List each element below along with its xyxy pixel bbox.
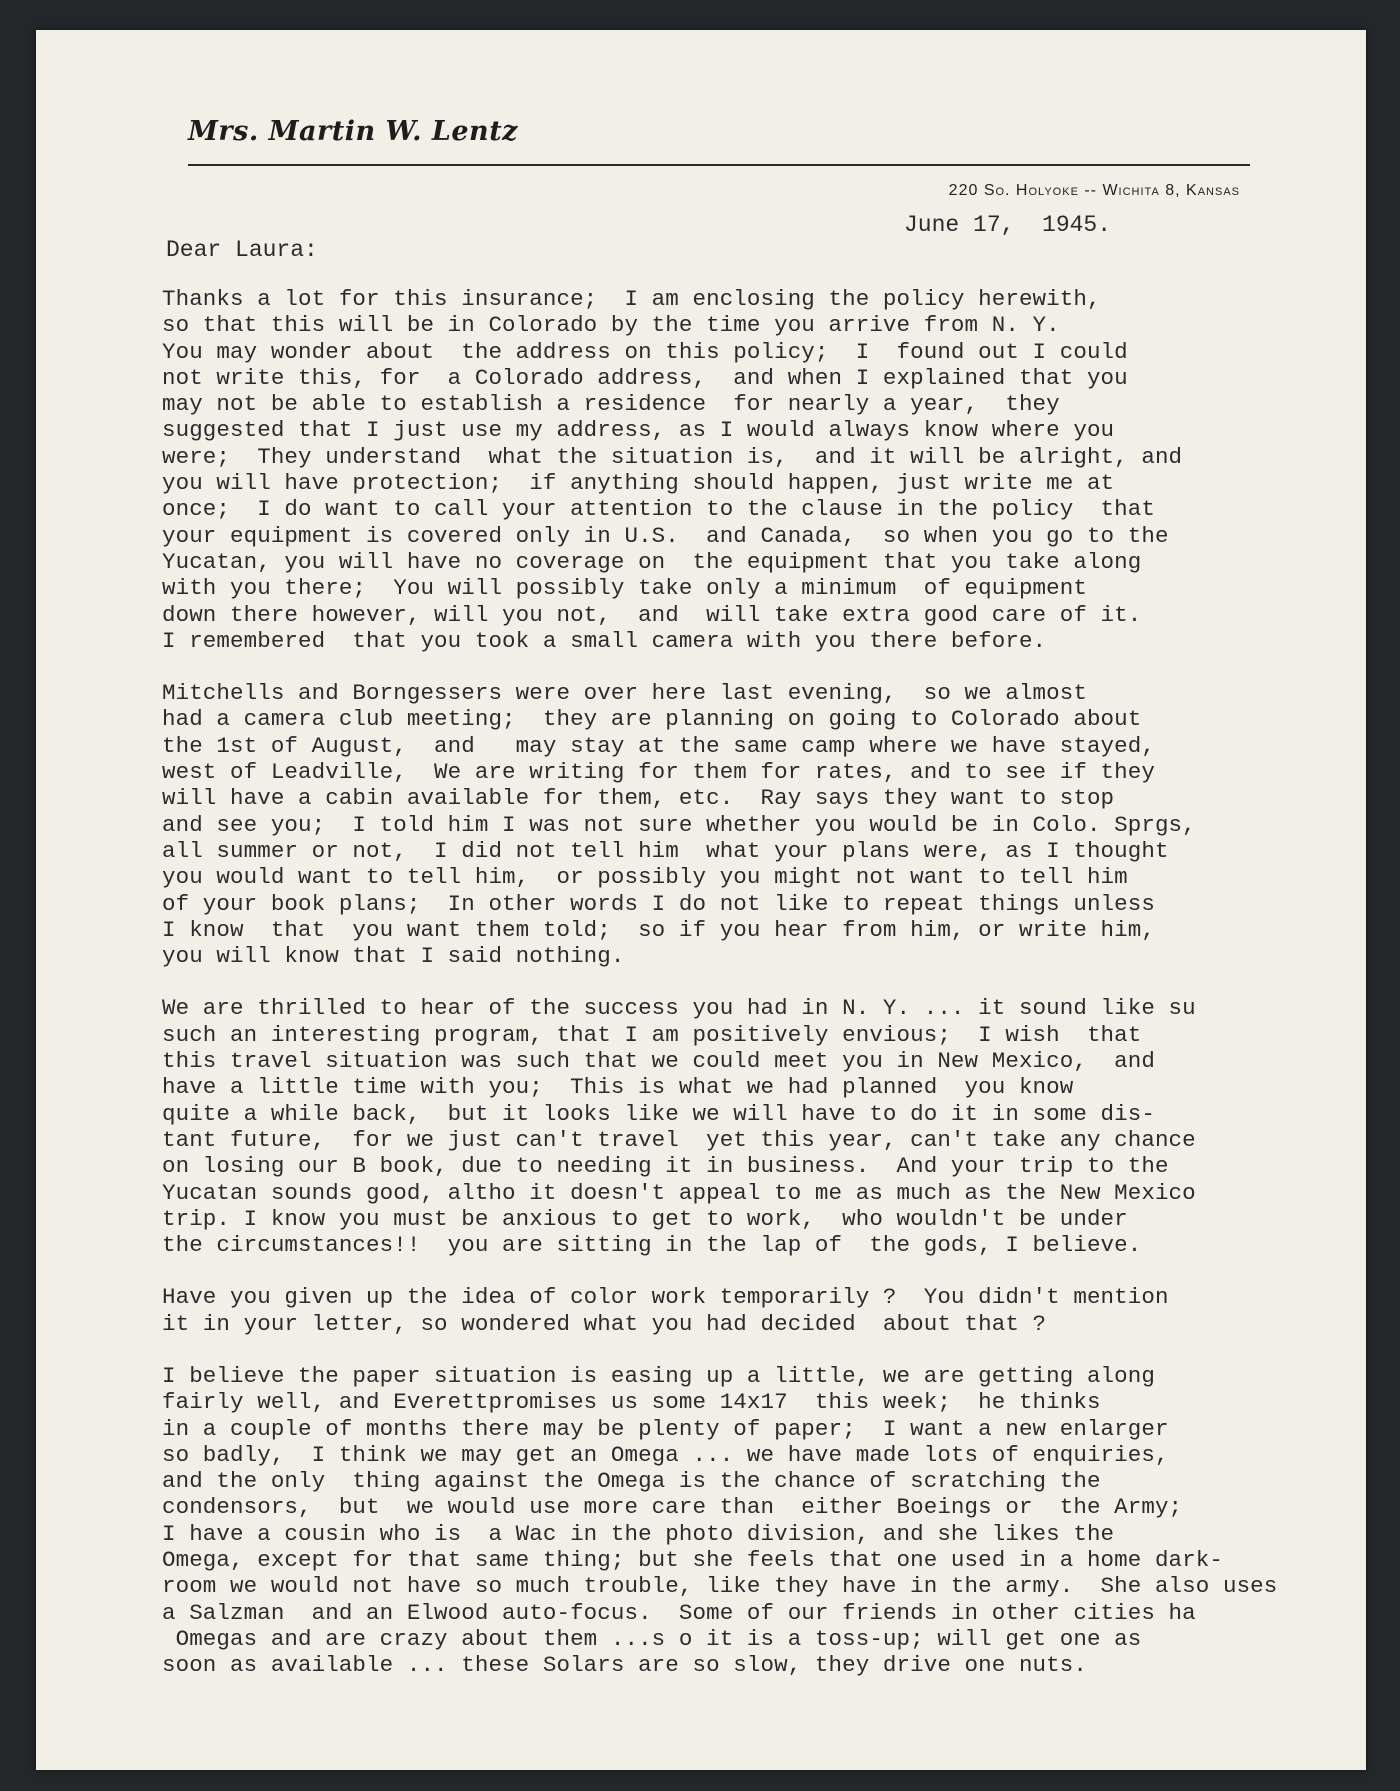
letter-line: such an interesting program, that I am positively envious; I wish that [162,1021,1142,1048]
letterhead-name: Mrs. Martin W. Lentz [188,116,518,147]
letter-line: suggested that I just use my address, as I would always know where you [162,417,1115,444]
letter-line: tant future, for we just can't travel yet this year, can't take any chance [162,1126,1196,1153]
letter-line: with you there; You will possibly take only a minimum of equipment [162,575,1087,602]
letter-line: Yucatan sounds good, altho it doesn't appeal to me as much as the New Mexico [162,1179,1196,1206]
letter-line: You may wonder about the address on this policy; I found out I could [162,338,1128,365]
letter-line: soon as available ... these Solars are so slow, they drive one nuts. [162,1652,1087,1679]
letter-line: a Salzman and an Elwood auto-focus. Some of our friends in other cities ha [162,1599,1196,1626]
letter-line: you will know that I said nothing. [162,943,625,970]
letter-line: all summer or not, I did not tell him what your plans were, as I thought [162,837,1169,864]
letter-line: may not be able to establish a residence for nearly a year, they [162,391,1060,418]
letter-paragraph [162,1284,1362,1337]
letter-date: June 17, 1945. [904,212,1112,238]
letter-line: Mitchells and Borngessers were over here last evening, so we almost [162,680,1087,707]
letter-paragraph [162,995,1362,1258]
letter-line: fairly well, and Everettpromises us some 14x17 this week; he thinks [162,1389,1101,1416]
letter-line: I believe the paper situation is easing up a little, we are getting along [162,1362,1155,1389]
letter-line: room we would not have so much trouble, like they have in the army. She also uses [162,1573,1278,1600]
letter-paragraph [162,1363,1362,1679]
letter-line: had a camera club meeting; they are planning on going to Colorado about [162,706,1142,733]
letter-line: Omega, except for that same thing; but she feels that one used in a home dark- [162,1547,1223,1574]
letter-body [162,286,1362,1705]
letter-line: Have you given up the idea of color work temporarily ? You didn't mention [162,1284,1169,1311]
letter-paragraph [162,680,1362,969]
letter-line: the 1st of August, and may stay at the same camp where we have stayed, [162,732,1155,759]
letter-line: Omegas and are crazy about them ...s o it is a toss-up; will get one as [162,1625,1142,1652]
letter-line: I know that you want them told; so if you hear from him, or write him, [162,916,1155,943]
letter-line: your equipment is covered only in U.S. and Canada, so when you go to the [162,522,1169,549]
letter-line: so that this will be in Colorado by the time you arrive from N. Y. [162,312,1060,339]
letter-line: condensors, but we would use more care than either Boeings or the Army; [162,1494,1183,1521]
letterhead-rule [188,164,1250,166]
letter-line: I remembered that you took a small camera with you there before. [162,627,1047,654]
salutation: Dear Laura: [166,237,318,263]
letter-line: I have a cousin who is a Wac in the photo division, and she likes the [162,1520,1115,1547]
letter-line: and the only thing against the Omega is the chance of scratching the [162,1468,1101,1495]
letter-line: of your book plans; In other words I do not like to repeat things unless [162,890,1155,917]
letter-line: this travel situation was such that we could meet you in New Mexico, and [162,1048,1155,1075]
letter-line: in a couple of months there may be plenty of paper; I want a new enlarger [162,1415,1169,1442]
letter-line: west of Leadville, We are writing for them for rates, and to see if they [162,759,1155,786]
letter-line: you would want to tell him, or possibly you might not want to tell him [162,864,1128,891]
letter-line: down there however, will you not, and will take extra good care of it. [162,601,1142,628]
letter-line: trip. I know you must be anxious to get to work, who wouldn't be under [162,1205,1128,1232]
letter-line: We are thrilled to hear of the success you had in N. Y. ... it sound like su [162,995,1196,1022]
letter-line: so badly, I think we may get an Omega ... we have made lots of enquiries, [162,1441,1169,1468]
letterhead-address: 220 So. Holyoke -- Wichita 8, Kansas [948,182,1240,199]
letter-paragraph [162,286,1362,654]
letter-line: on losing our B book, due to needing it in business. And your trip to the [162,1153,1169,1180]
letter-line: and see you; I told him I was not sure whether you would be in Colo. Sprgs, [162,811,1196,838]
letter-line: quite a while back, but it looks like we will have to do it in some dis- [162,1100,1155,1127]
letter-line: you will have protection; if anything should happen, just write me at [162,470,1115,497]
letter-line: once; I do want to call your attention to the clause in the policy that [162,496,1155,523]
letter-line: the circumstances!! you are sitting in the lap of the gods, I believe. [162,1232,1142,1259]
letter-line: it in your letter, so wondered what you had decided about that ? [162,1310,1047,1337]
letter-line: Thanks a lot for this insurance; I am enclosing the policy herewith, [162,286,1101,312]
letter-page [36,30,1366,1770]
letter-line: not write this, for a Colorado address, and when I explained that you [162,364,1128,391]
letter-line: Yucatan, you will have no coverage on the equipment that you take along [162,548,1142,575]
letter-line: will have a cabin available for them, etc. Ray says they want to stop [162,785,1115,812]
letter-line: have a little time with you; This is what we had planned you know [162,1074,1074,1101]
letter-line: were; They understand what the situation is, and it will be alright, and [162,443,1183,470]
